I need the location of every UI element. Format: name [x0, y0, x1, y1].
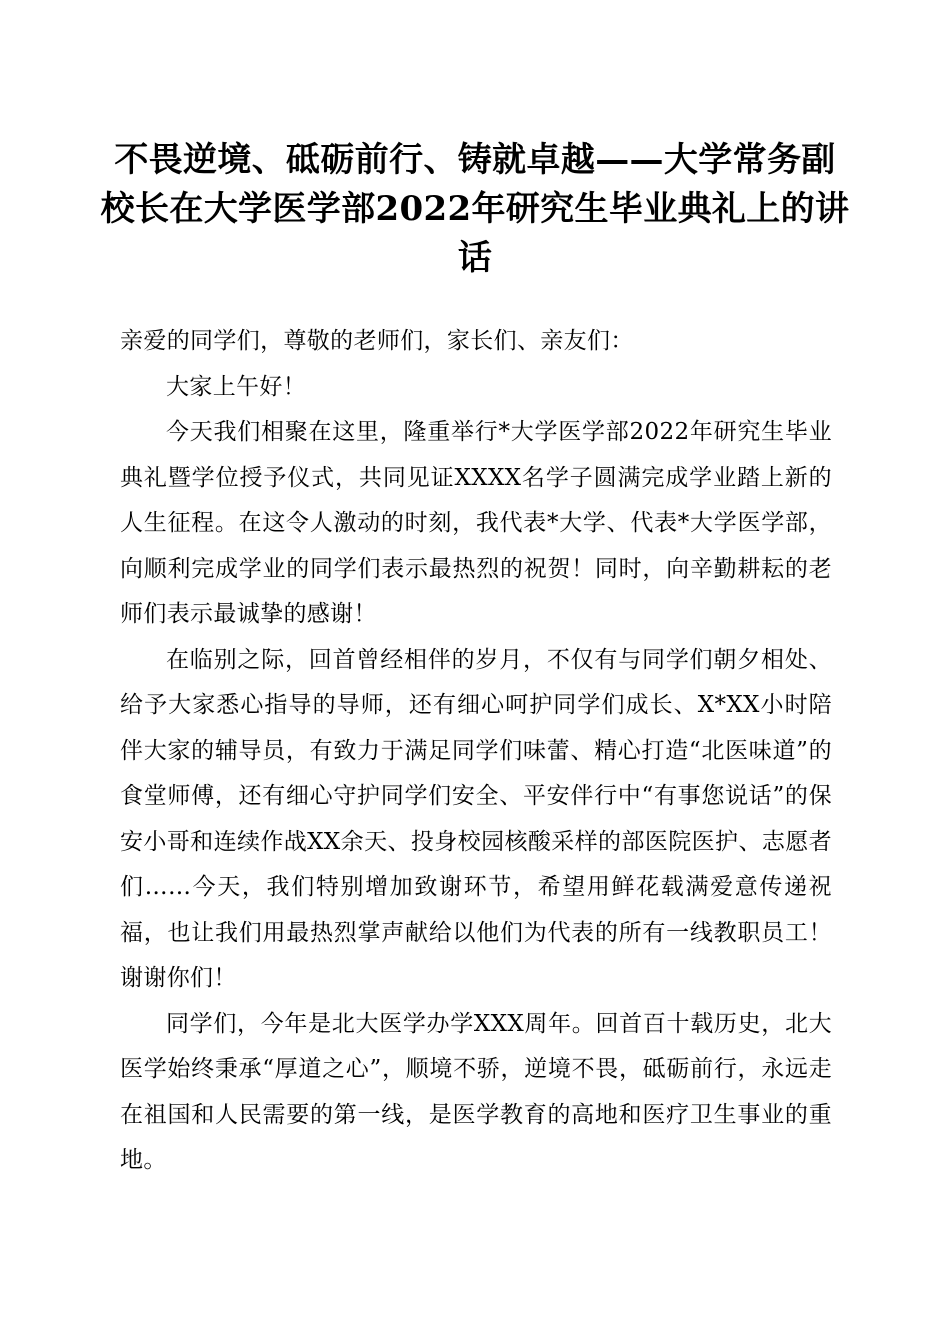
body-paragraph-1: 今天我们相聚在这里，隆重举行*大学医学部2022年研究生毕业典礼暨学位授予仪式，共同见证XXXX名学子圆满完成学业踏上新的人生征程。在这令人激动的时刻，我代表*大学、代表*大学医学部，向顺利完成学业的同学们表示最热烈的祝贺！同时，向辛勤耕耘的老师们表示最诚挚的感谢！ — [120, 419, 832, 627]
greeting-paragraph: 大家上午好！ — [166, 373, 307, 400]
document-title: 不畏逆境、砥砺前行、铸就卓越——大学常务副校长在大学医学部2022年研究生毕业典礼上的讲话 — [100, 140, 850, 278]
document-body — [120, 319, 832, 1184]
body-paragraph-2: 在临别之际，回首曾经相伴的岁月，不仅有与同学们朝夕相处、给予大家悉心指导的导师，还有细心呵护同学们成长、X*XX小时陪伴大家的辅导员，有致力于满足同学们味蕾、精心打造“北医味道”的食堂师傅，还有细心守护同学们安全、平安伴行中“有事您说话”的保安小哥和连续作战XX余天、投身校园核酸采样的部医院医护、志愿者们……今天，我们特别增加致谢环节，希望用鲜花载满爱意传递祝福，也让我们用最热烈掌声献给以他们为代表的所有一线教职员工！谢谢你们！ — [120, 646, 832, 991]
body-paragraph-3: 同学们，今年是北大医学办学XXX周年。回首百十载历史，北大医学始终秉承“厚道之心”，顺境不骄，逆境不畏，砥砺前行，永远走在祖国和人民需要的第一线，是医学教育的高地和医疗卫生事业的重地。 — [120, 1010, 832, 1173]
salutation-paragraph: 亲爱的同学们，尊敬的老师们，家长们、亲友们： — [120, 328, 634, 354]
